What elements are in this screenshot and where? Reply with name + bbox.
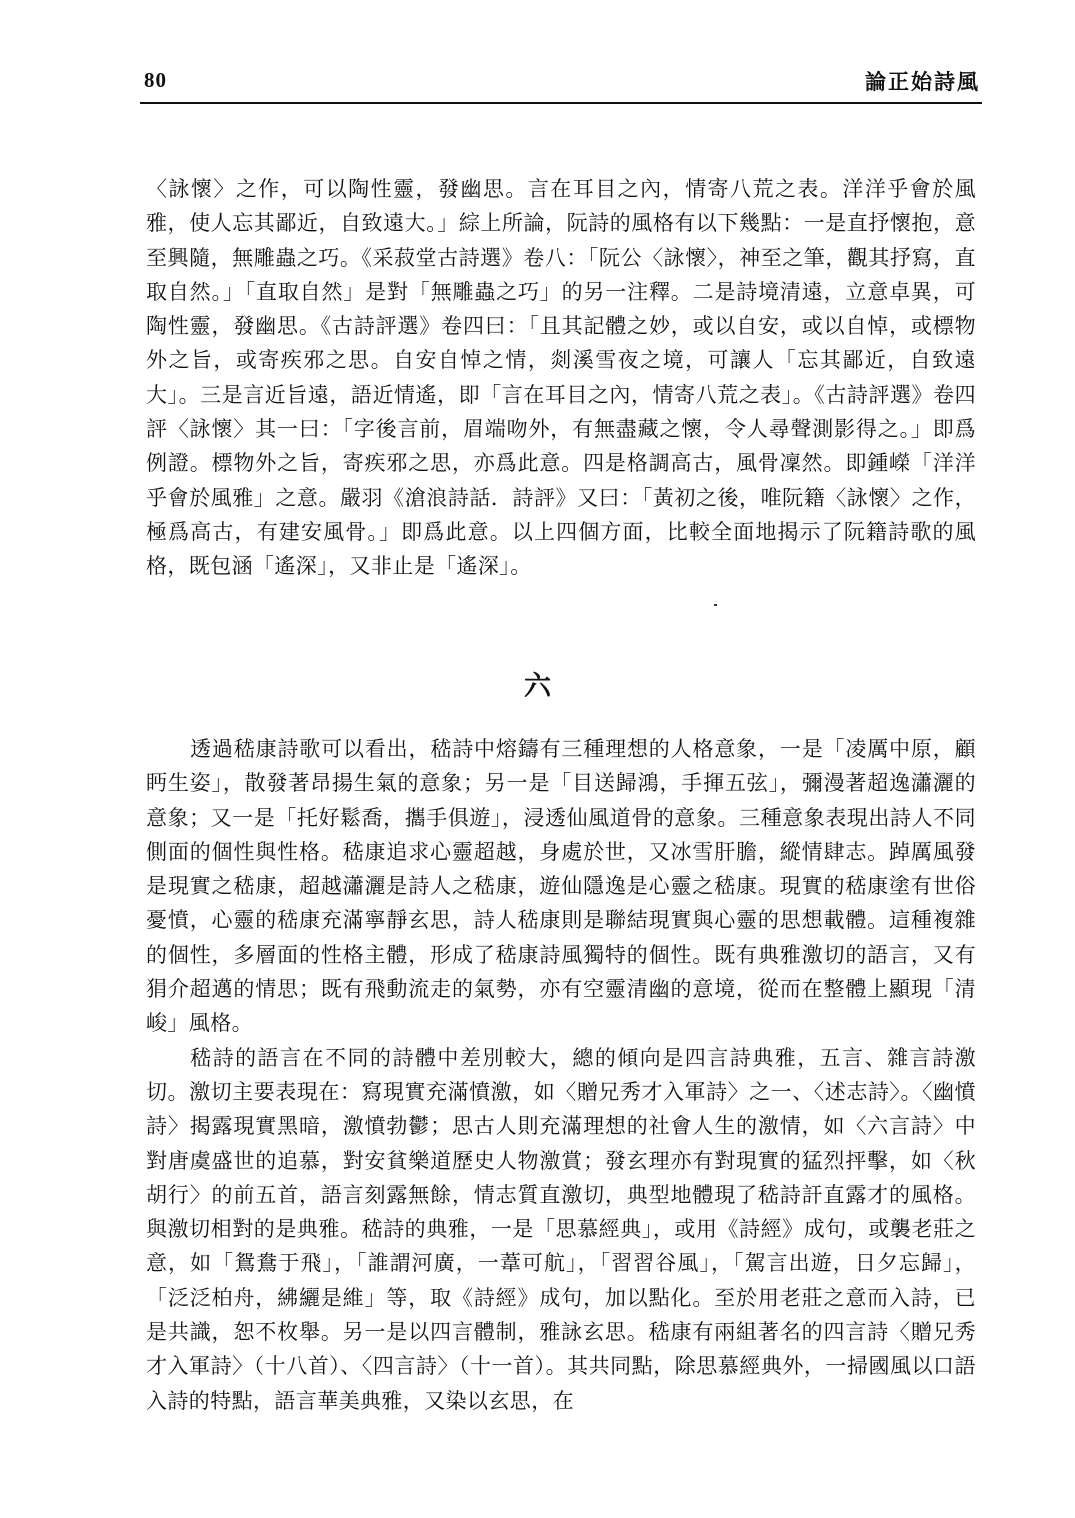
paragraph-continued: 〈詠懷〉之作，可以陶性靈，發幽思。言在耳目之內，情寄八荒之表。洋洋乎會於風雅，使人忘其鄙近，自致遠大。」綜上所論，阮詩的風格有以下幾點：一是直抒懷抱，意至興隨，無雕蟲之巧。《采菽堂古詩選》卷八：「阮公〈詠懷〉，神至之筆，觀其抒寫，直取自然。」「直取自然」是對「無雕蟲之巧」的另一注釋。二是詩境清遠，立意卓異，可陶性靈，發幽思。《古詩評選》卷四曰：「且其記體之妙，或以自安，或以自悼，或標物外之旨，或寄疾邪之思。自安自悼之情，剡溪雪夜之境，可讓人「忘其鄙近，自致遠大」。三是言近旨遠，語近情遙，即「言在耳目之內，情寄八荒之表」。《古詩評選》卷四評〈詠懷〉其一曰：「字後言前，眉端吻外，有無盡藏之懷，令人尋聲測影得之。」即爲例證。標物外之旨，寄疾邪之思，亦爲此意。四是格調高古，風骨凜然。即鍾嶸「洋洋乎會於風雅」之意。嚴羽《滄浪詩話．詩評》又曰：「黃初之後，唯阮籍〈詠懷〉之作，極爲高古，有建安風骨。」即爲此意。以上四個方面，比較全面地揭示了阮籍詩歌的風格，既包涵「遙深」，又非止是「遙深」。: [146, 177, 976, 579]
section-body: [146, 732, 976, 1418]
section-paragraph: 透過嵇康詩歌可以看出，嵇詩中熔鑄有三種理想的人格意象，一是「凌厲中原，顧眄生姿」，散發著昂揚生氣的意象；另一是「目送歸鴻，手揮五弦」，彌漫著超逸瀟灑的意象；又一是「托好鬆喬，攜手俱遊」，浸透仙風道骨的意象。三種意象表現出詩人不同側面的個性與性格。嵇康追求心靈超越，身處於世，又冰雪肝膽，縱情肆志。踔厲風發是現實之嵇康，超越瀟灑是詩人之嵇康，遊仙隱逸是心靈之嵇康。現實的嵇康塗有世俗憂憤，心靈的嵇康充滿寧靜玄思，詩人嵇康則是聯結現實與心靈的思想載體。這種複雜的個性，多層面的性格主體，形成了嵇康詩風獨特的個性。既有典雅激切的語言，又有狷介超邁的情思；既有飛動流走的氣勢，亦有空靈清幽的意境，從而在整體上顯現「清峻」風格。: [146, 737, 976, 1036]
page-number: 80: [144, 68, 167, 92]
scan-speck: [714, 604, 717, 606]
section-paragraph: 嵇詩的語言在不同的詩體中差別較大，總的傾向是四言詩典雅，五言、雜言詩激切。激切主要表現在：寫現實充滿憤激，如〈贈兄秀才入軍詩〉之一、〈述志詩〉。〈幽憤詩〉揭露現實黑暗，激憤勃鬱；思古人則充滿理想的社會人生的激情，如〈六言詩〉中對唐虞盛世的追慕，對安貧樂道歷史人物激賞；發玄理亦有對現實的猛烈抨擊，如〈秋胡行〉的前五首，語言刻露無餘，情志質直激切，典型地體現了嵇詩訐直露才的風格。與激切相對的是典雅。嵇詩的典雅，一是「思慕經典」，或用《詩經》成句，或襲老莊之意，如「鴛鴦于飛」，「誰謂河廣，一葦可航」，「習習谷風」，「駕言出遊，日夕忘歸」，「泛泛柏舟，紼纚是維」等，取《詩經》成句，加以點化。至於用老莊之意而入詩，已是共識，恕不枚舉。另一是以四言體制，雅詠玄思。嵇康有兩組著名的四言詩〈贈兄秀才入軍詩〉（十八首）、〈四言詩〉（十一首）。其共同點，除思慕經典外，一掃國風以口語入詩的特點，語言華美典雅，又染以玄思，在: [146, 1045, 976, 1413]
running-title: 論正始詩風: [865, 70, 980, 94]
section-heading: 六: [524, 671, 551, 702]
page-header: [140, 62, 982, 104]
